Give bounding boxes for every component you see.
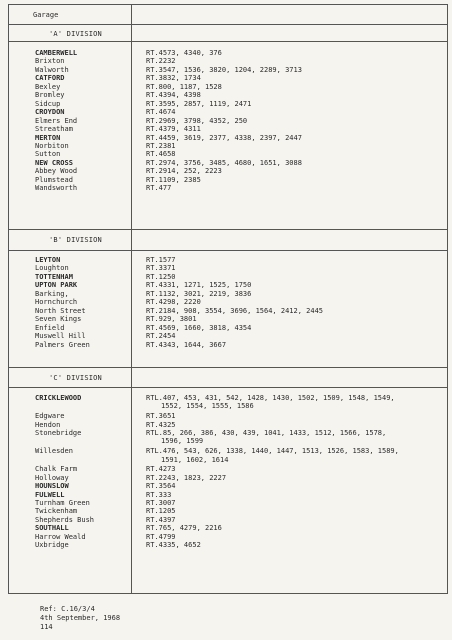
garage-name: Seven Kings (35, 315, 82, 324)
vehicle-refs: RT.929, 3801 (146, 315, 197, 324)
vehicle-refs: RT.765, 4279, 2216 (146, 524, 222, 533)
vehicle-refs: RT.2381 (146, 141, 176, 150)
vehicle-refs: RT.3371 (146, 264, 176, 273)
garage-name: Muswell Hill (35, 332, 86, 341)
vehicle-refs: RT.4273 (146, 465, 176, 474)
garage-name: Bromley (35, 91, 65, 100)
vehicle-refs: RT.4325 (146, 420, 176, 429)
vehicle-refs: RT.3547, 1536, 3820, 1204, 2289, 3713 (146, 65, 302, 74)
footer-line: 114 (40, 623, 53, 631)
vehicle-refs: RT.2454 (146, 332, 176, 341)
garage-name: North Street (35, 306, 86, 315)
vehicle-refs: RT.1250 (146, 272, 176, 281)
garage-name: CROYDON (35, 108, 65, 117)
vehicle-refs: RT.4394, 4398 (146, 91, 201, 100)
vehicle-refs: RT.4397 (146, 515, 176, 524)
garage-name: LEYTON (35, 256, 61, 264)
vehicle-refs: 1591, 1602, 1614 (161, 455, 229, 464)
vehicle-refs: RT.800, 1187, 1528 (146, 82, 222, 91)
vehicle-refs: 1552, 1554, 1555, 1586 (161, 402, 254, 411)
column-header-garage: Garage (33, 11, 59, 19)
division-heading: 'A' DIVISION (49, 30, 102, 38)
garage-name: Uxbridge (35, 541, 69, 550)
garage-name: TOTTENHAM (35, 272, 73, 281)
vehicle-refs: RTL.85, 266, 386, 430, 439, 1041, 1433, 1512, 1566, 1578, (146, 429, 387, 437)
vehicle-refs: RT.4569, 1660, 3818, 4354 (146, 323, 252, 332)
garage-name: Streatham (35, 125, 73, 134)
vehicle-refs: RTL.476, 543, 626, 1338, 1440, 1447, 1513, 1526, 1583, 1589, (146, 447, 399, 456)
vehicle-refs: RT.333 (146, 490, 172, 499)
vehicle-refs: RT.2974, 3756, 3485, 4680, 1651, 3088 (146, 158, 302, 167)
vehicle-refs: RT.2232 (146, 57, 176, 66)
vehicle-refs: RT.1132, 3021, 2219, 3836 (146, 289, 252, 298)
vehicle-refs: RT.4674 (146, 108, 176, 117)
garage-name: Norbiton (35, 141, 69, 150)
column-divider (131, 5, 132, 593)
garage-name: Twickenham (35, 507, 78, 516)
garage-name: Chalk Farm (35, 465, 78, 474)
garage-name: Wandsworth (35, 184, 78, 193)
garage-name: Brixton (35, 57, 65, 66)
vehicle-refs: RT.2184, 908, 3554, 3696, 1564, 2412, 2445 (146, 306, 324, 315)
garage-name: Elmers End (35, 116, 78, 125)
garage-name: HOUNSLOW (35, 482, 69, 491)
vehicle-refs: RT.477 (146, 184, 172, 193)
garage-name: FULWELL (35, 490, 65, 499)
garage-name: CRICKLEWOOD (35, 394, 82, 402)
vehicle-refs: RT.2969, 3798, 4352, 250 (146, 116, 248, 125)
vehicle-refs: 1596, 1599 (161, 437, 204, 446)
garage-name: CATFORD (35, 74, 65, 83)
garage-name: Stonebridge (35, 429, 82, 437)
garage-name: Palmers Green (35, 340, 90, 349)
vehicle-refs: RT.4379, 4311 (146, 125, 201, 134)
vehicle-refs: RT.1109, 2385 (146, 175, 201, 184)
garage-name: Bexley (35, 82, 61, 91)
vehicle-refs: RT.4573, 4340, 376 (146, 49, 222, 57)
garage-name: Hornchurch (35, 298, 78, 307)
garage-name: Sidcup (35, 99, 61, 108)
vehicle-refs: RT.4658 (146, 150, 176, 159)
garage-name: MERTON (35, 133, 61, 142)
footer-line: Ref: C.16/3/4 (40, 605, 95, 613)
vehicle-refs: RT.2243, 1823, 2227 (146, 473, 227, 482)
division-separator (9, 367, 447, 368)
vehicle-refs: RTL.407, 453, 431, 542, 1428, 1430, 1502, 1509, 1548, 1549, (146, 394, 395, 402)
garage-name: UPTON PARK (35, 281, 78, 290)
garage-name: Walworth (35, 65, 69, 74)
division-separator (9, 229, 447, 230)
vehicle-refs: RT.3007 (146, 499, 176, 507)
garage-name: Edgware (35, 412, 65, 421)
division-heading: 'B' DIVISION (49, 236, 102, 244)
garage-name: Holloway (35, 473, 69, 482)
garage-name: Willesden (35, 447, 73, 456)
vehicle-refs: RT.4343, 1644, 3667 (146, 340, 227, 349)
vehicle-refs: RT.1205 (146, 507, 176, 516)
vehicle-refs: RT.2914, 252, 2223 (146, 167, 222, 176)
garage-name: Shepherds Bush (35, 515, 95, 524)
garage-name: CAMBERWELL (35, 49, 78, 57)
division-rule (9, 41, 447, 42)
garage-name: Enfield (35, 323, 65, 332)
vehicle-refs: RT.3832, 1734 (146, 74, 201, 83)
vehicle-refs: RT.3651 (146, 412, 176, 421)
vehicle-refs: RT.4298, 2220 (146, 298, 201, 307)
vehicle-refs: RT.4799 (146, 532, 176, 541)
garage-name: Hendon (35, 420, 61, 429)
header-rule (9, 24, 447, 25)
garage-name: Plumstead (35, 175, 73, 184)
division-rule (9, 387, 447, 388)
garage-name: Turnham Green (35, 499, 90, 507)
vehicle-refs: RT.4335, 4652 (146, 541, 201, 550)
vehicle-refs: RT.4459, 3619, 2377, 4338, 2397, 2447 (146, 133, 302, 142)
garage-name: Loughton (35, 264, 69, 273)
garage-table (8, 4, 448, 594)
garage-name: Barking, (35, 289, 69, 298)
garage-name: SOUTHALL (35, 524, 69, 533)
garage-name: NEW CROSS (35, 158, 73, 167)
vehicle-refs: RT.3564 (146, 482, 176, 491)
vehicle-refs: RT.3595, 2857, 1119, 2471 (146, 99, 252, 108)
vehicle-refs: RT.1577 (146, 256, 176, 264)
footer-line: 4th September, 1968 (40, 614, 121, 622)
division-heading: 'C' DIVISION (49, 374, 102, 382)
vehicle-refs: RT.4331, 1271, 1525, 1750 (146, 281, 252, 290)
garage-name: Harrow Weald (35, 532, 86, 541)
garage-name: Sutton (35, 150, 61, 159)
garage-name: Abbey Wood (35, 167, 78, 176)
division-rule (9, 250, 447, 251)
